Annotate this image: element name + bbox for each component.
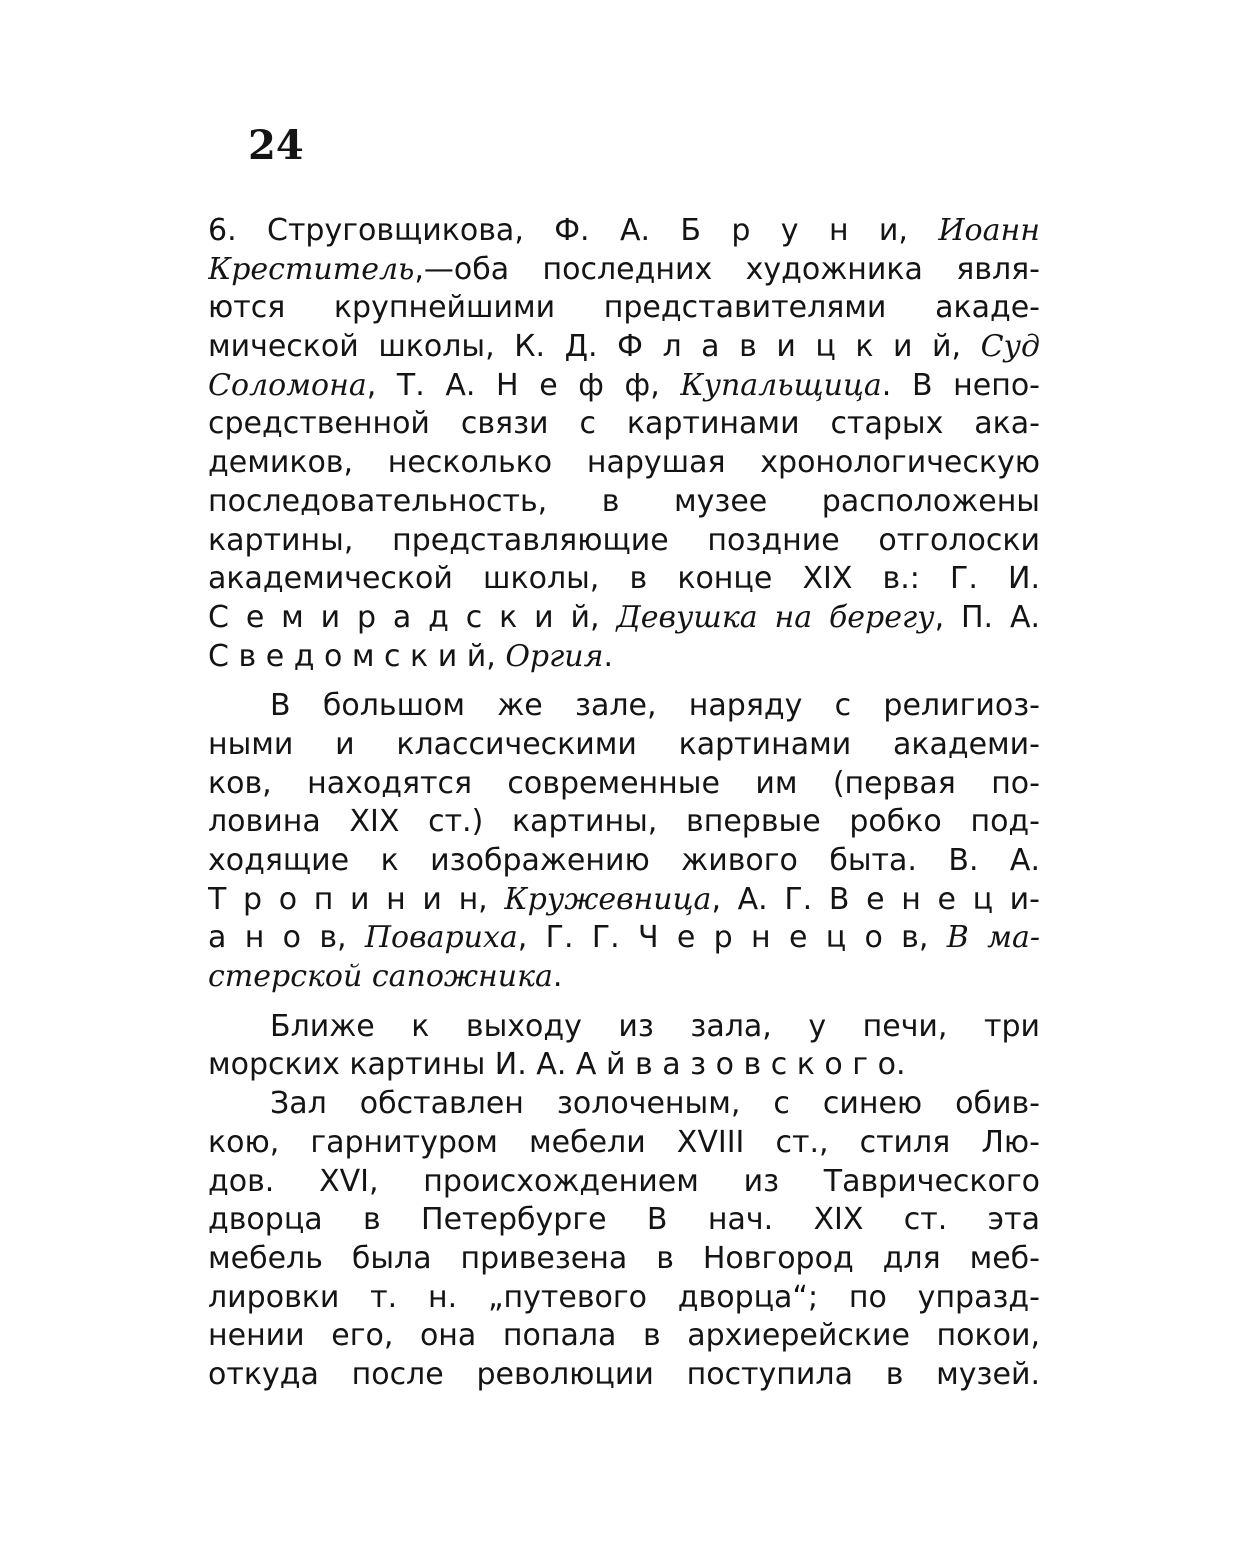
text-line <box>208 1008 1040 1047</box>
text-line <box>208 638 1040 677</box>
text-line <box>208 483 1040 522</box>
text-line <box>208 1279 1040 1318</box>
text-line <box>208 1085 1040 1124</box>
page-number: 24 <box>248 122 304 169</box>
italic-title-text: Повариха <box>364 920 518 956</box>
text-line <box>208 803 1040 842</box>
text-segment: , Т. А. Н е ф ф, <box>366 367 681 403</box>
text-line <box>208 1163 1040 1202</box>
text-line <box>208 958 1040 997</box>
text-segment: . <box>552 959 563 995</box>
text-segment: ков, находятся современные им (первая по- <box>208 765 1040 801</box>
text-line <box>208 328 1040 367</box>
text-segment: , П. А. <box>934 599 1040 635</box>
text-segment: мебель была привезена в Новгород для меб- <box>208 1240 1040 1276</box>
text-line <box>208 1124 1040 1163</box>
italic-title-text: Соломона <box>208 367 367 403</box>
text-line <box>208 405 1040 444</box>
italic-title-text: стерской сапожника <box>208 959 553 995</box>
text-segment: картины, представляющие поздние отголоски <box>208 522 1040 558</box>
text-line <box>208 560 1040 599</box>
text-line <box>208 919 1040 958</box>
text-segment: . <box>603 638 614 674</box>
text-segment: последовательность, в музее расположены <box>208 483 1040 519</box>
italic-title-text: Девушка на берегу <box>616 599 935 635</box>
body-text <box>208 212 1040 1395</box>
text-line <box>208 212 1040 251</box>
text-segment: морских картины И. А. А й в а з о в с к о г о. <box>208 1047 906 1083</box>
italic-title-text: Оргия <box>505 638 604 674</box>
text-line <box>208 522 1040 561</box>
text-segment: средственной связи с картинами старых ака- <box>208 406 1040 442</box>
text-segment: ловина XIX ст.) картины, впервые робко под- <box>208 804 1040 840</box>
text-line <box>208 726 1040 765</box>
italic-title-text: Кружевница <box>504 881 712 917</box>
text-segment: ходящие к изображению живого быта. В. А. <box>208 843 1040 878</box>
text-segment: Зал обставлен золоченым, с синею обив- <box>270 1086 1040 1122</box>
text-line <box>208 444 1040 483</box>
text-segment: С е м и р а д с к и й, <box>208 599 617 635</box>
text-segment: , Г. Г. Ч е р н е ц о в, <box>517 920 947 956</box>
text-segment: С в е д о м с к и й, <box>208 638 506 674</box>
italic-title-text: Купальщица <box>680 367 882 403</box>
italic-title-text: Суд <box>980 329 1040 365</box>
text-line <box>208 842 1040 881</box>
text-segment: В большом же зале, наряду с религиоз- <box>270 688 1040 724</box>
text-line <box>208 1356 1040 1395</box>
text-segment: ными и классическими картинами академи- <box>208 726 1040 762</box>
text-segment: дов. XVI, происхождением из Таврического <box>208 1163 1040 1199</box>
text-line <box>208 1046 1040 1085</box>
text-segment: Ближе к выходу из зала, у печи, три <box>270 1008 1040 1044</box>
text-segment: кою, гарнитуром мебели XVIII ст., стиля Лю- <box>208 1124 1040 1160</box>
text-segment: демиков, несколько нарушая хронологическую <box>208 445 1040 481</box>
text-segment: , А. Г. В е н е ц и- <box>711 881 1040 917</box>
italic-title-text: В ма- <box>946 920 1040 956</box>
text-segment: . В непо- <box>881 367 1040 403</box>
text-line <box>208 251 1040 290</box>
text-line <box>208 1240 1040 1279</box>
text-line <box>208 687 1040 726</box>
text-line <box>208 367 1040 406</box>
italic-title-text: Креститель <box>208 251 415 287</box>
text-line <box>208 1201 1040 1240</box>
text-line <box>208 881 1040 920</box>
text-segment: 6. Струговщикова, Ф. А. Б р у н и, <box>208 213 939 248</box>
text-segment: мической школы, К. Д. Ф л а в и ц к и й, <box>208 329 981 365</box>
text-segment: ются крупнейшими представителями акаде- <box>208 290 1040 326</box>
text-segment: ,—оба последних художника явля- <box>414 251 1040 287</box>
text-segment: откуда после революции поступила в музей. <box>208 1356 1040 1392</box>
text-segment: академической школы, в конце XIX в.: Г. И. <box>208 561 1040 597</box>
text-segment: нении его, она попала в архиерейские покои, <box>208 1318 1040 1354</box>
text-segment: лировки т. н. „путевого дворца“; по упразд- <box>208 1279 1040 1315</box>
text-line <box>208 599 1040 638</box>
text-line <box>208 765 1040 804</box>
text-segment: дворца в Петербурге В нач. XIX ст. эта <box>208 1202 1040 1238</box>
text-segment: Т р о п и н и н, <box>208 881 505 917</box>
italic-title-text: Иоанн <box>938 213 1040 248</box>
text-segment: а н о в, <box>208 920 365 956</box>
text-line <box>208 1317 1040 1356</box>
text-line <box>208 289 1040 328</box>
